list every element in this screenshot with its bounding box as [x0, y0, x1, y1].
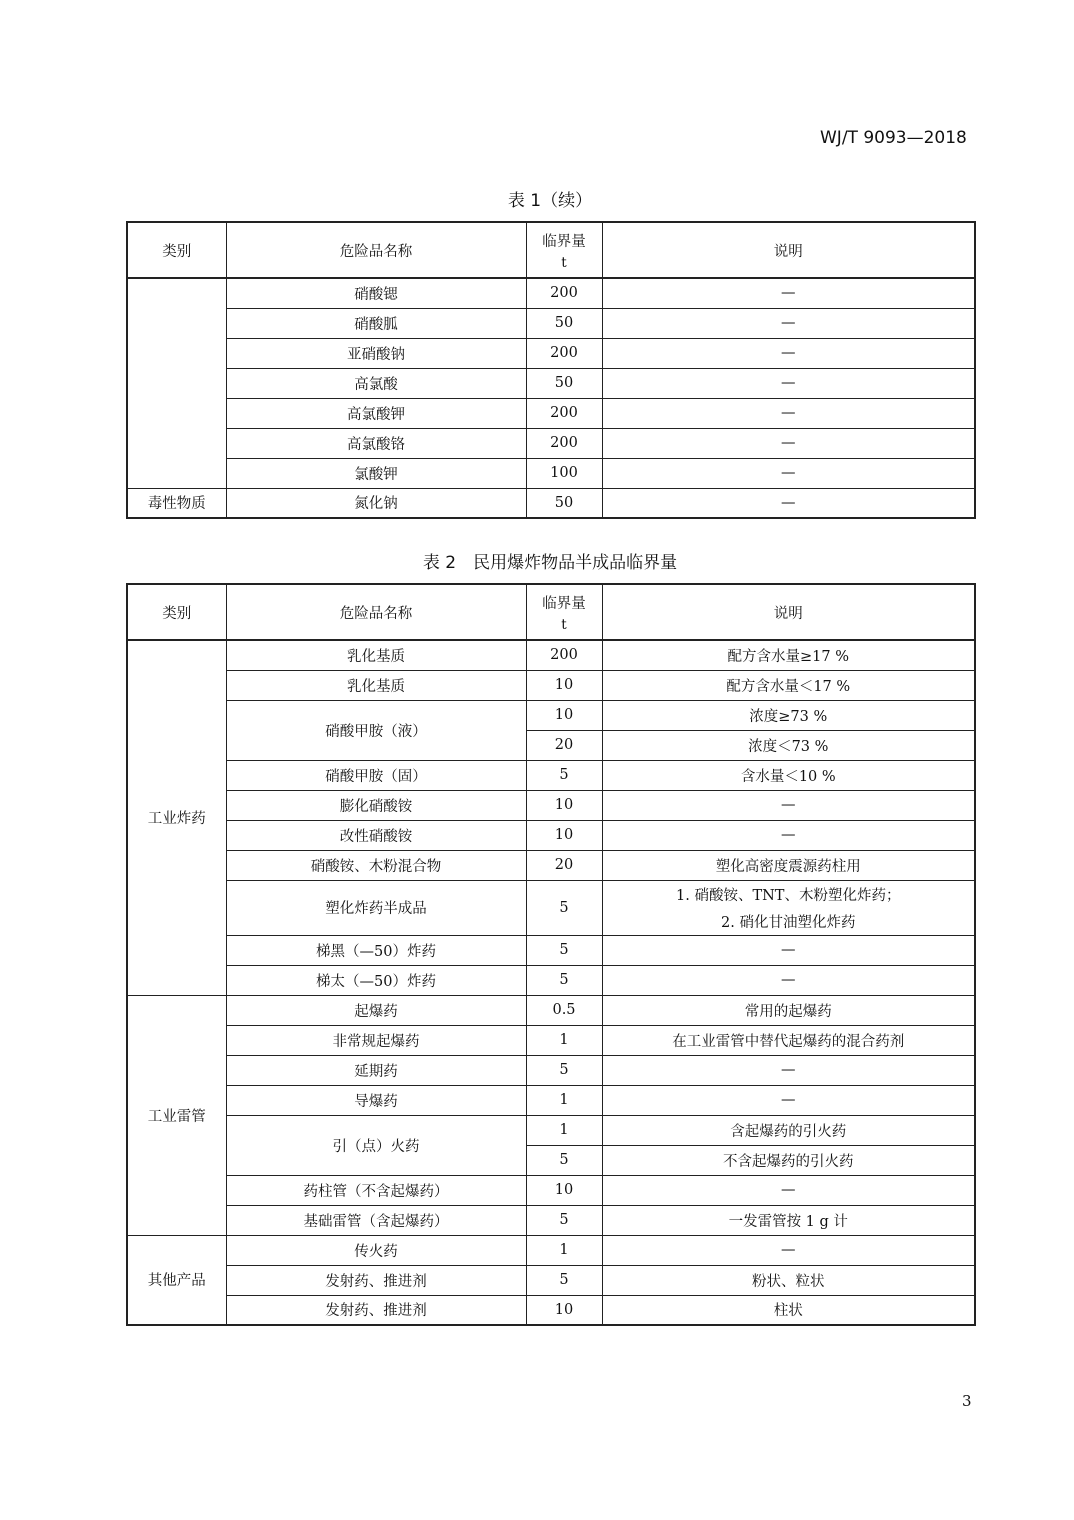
- table-row: [127, 1055, 975, 1085]
- table-row: [127, 790, 975, 820]
- name-cell: 延期药: [226, 1055, 526, 1085]
- note-cell: 浓度＜73 %: [602, 730, 975, 760]
- table-row: [127, 760, 975, 790]
- table-row: [127, 488, 975, 518]
- note-cell: —: [602, 368, 975, 398]
- threshold-cell: 200: [526, 398, 602, 428]
- note-cell: 含水量＜10 %: [602, 760, 975, 790]
- threshold-cell: 5: [526, 880, 602, 935]
- column-header-category: 类别: [127, 584, 226, 640]
- threshold-cell: 10: [526, 700, 602, 730]
- note-line-2: 2. 硝化甘油塑化炸药: [721, 914, 856, 931]
- threshold-cell: 0.5: [526, 995, 602, 1025]
- note-cell: —: [602, 338, 975, 368]
- note-cell: —: [602, 428, 975, 458]
- table-row: [127, 1025, 975, 1055]
- name-cell: 梯黑（—50）炸药: [226, 935, 526, 965]
- threshold-cell: 1: [526, 1085, 602, 1115]
- name-cell: 发射药、推进剂: [226, 1265, 526, 1295]
- column-header-name: 危险品名称: [226, 584, 526, 640]
- threshold-cell: 10: [526, 790, 602, 820]
- column-header-threshold: [526, 584, 602, 640]
- document-code: WJ/T 9093—2018: [820, 128, 967, 148]
- threshold-cell: 1: [526, 1025, 602, 1055]
- name-cell: 导爆药: [226, 1085, 526, 1115]
- threshold-cell: 10: [526, 1295, 602, 1325]
- category-cell-empty: [127, 278, 226, 488]
- threshold-cell: 50: [526, 368, 602, 398]
- page-number: 3: [962, 1392, 972, 1410]
- note-cell: —: [602, 308, 975, 338]
- threshold-cell: 5: [526, 1145, 602, 1175]
- name-cell: 非常规起爆药: [226, 1025, 526, 1055]
- threshold-cell: 5: [526, 1055, 602, 1085]
- name-cell: 乳化基质: [226, 670, 526, 700]
- threshold-cell: 10: [526, 670, 602, 700]
- table-row: [127, 308, 975, 338]
- note-cell: 含起爆药的引火药: [602, 1115, 975, 1145]
- name-cell: 起爆药: [226, 995, 526, 1025]
- name-cell: 高氯酸铬: [226, 428, 526, 458]
- note-cell: 不含起爆药的引火药: [602, 1145, 975, 1175]
- name-cell: 硝酸锶: [226, 278, 526, 308]
- table1: [126, 221, 976, 519]
- category-cell: 毒性物质: [127, 488, 226, 518]
- table1-caption: 表 1（续）: [507, 191, 593, 211]
- name-cell: 基础雷管（含起爆药）: [226, 1205, 526, 1235]
- threshold-cell: 5: [526, 965, 602, 995]
- table1-header-row: [127, 222, 975, 278]
- category-cell-industrial-explosives: 工业炸药: [127, 640, 226, 995]
- table-row: [127, 995, 975, 1025]
- name-cell: 氮化钠: [226, 488, 526, 518]
- name-cell: 乳化基质: [226, 640, 526, 670]
- table2-caption: 表 2 民用爆炸物品半成品临界量: [422, 553, 678, 573]
- threshold-cell: 5: [526, 1205, 602, 1235]
- name-cell: 塑化炸药半成品: [226, 880, 526, 935]
- name-cell: 梯太（—50）炸药: [226, 965, 526, 995]
- threshold-cell: 1: [526, 1115, 602, 1145]
- threshold-cell: 100: [526, 458, 602, 488]
- table-row: [127, 1085, 975, 1115]
- name-cell: 氯酸钾: [226, 458, 526, 488]
- note-cell: 粉状、粒状: [602, 1265, 975, 1295]
- note-cell: 配方含水量≥17 %: [602, 640, 975, 670]
- note-cell: 在工业雷管中替代起爆药的混合药剂: [602, 1025, 975, 1055]
- note-cell: —: [602, 488, 975, 518]
- name-cell: 传火药: [226, 1235, 526, 1265]
- name-cell: 亚硝酸钠: [226, 338, 526, 368]
- table2-header-row: [127, 584, 975, 640]
- table-row: [127, 1175, 975, 1205]
- category-cell-other-products: 其他产品: [127, 1235, 226, 1325]
- table-row: [127, 338, 975, 368]
- table-row: [127, 670, 975, 700]
- note-cell: 浓度≥73 %: [602, 700, 975, 730]
- threshold-cell: 200: [526, 640, 602, 670]
- note-cell: —: [602, 935, 975, 965]
- note-cell: 配方含水量＜17 %: [602, 670, 975, 700]
- threshold-cell: 50: [526, 488, 602, 518]
- note-cell: —: [602, 1055, 975, 1085]
- note-cell: —: [602, 398, 975, 428]
- threshold-cell: 200: [526, 278, 602, 308]
- threshold-cell: 5: [526, 760, 602, 790]
- threshold-cell: 1: [526, 1235, 602, 1265]
- name-cell: 硝酸铵、木粉混合物: [226, 850, 526, 880]
- name-cell: 硝酸胍: [226, 308, 526, 338]
- threshold-cell: 20: [526, 730, 602, 760]
- table-row: [127, 1205, 975, 1235]
- name-cell: 硝酸甲胺（固）: [226, 760, 526, 790]
- table-row: [127, 640, 975, 670]
- table-row: [127, 368, 975, 398]
- name-cell: 硝酸甲胺（液）: [226, 700, 526, 760]
- threshold-cell: 10: [526, 1175, 602, 1205]
- threshold-unit: t: [561, 254, 567, 271]
- note-cell: —: [602, 1175, 975, 1205]
- table-row: [127, 1295, 975, 1325]
- note-cell: —: [602, 820, 975, 850]
- threshold-cell: 200: [526, 338, 602, 368]
- note-cell: 塑化高密度震源药柱用: [602, 850, 975, 880]
- threshold-cell: 50: [526, 308, 602, 338]
- table-row: [127, 1115, 975, 1145]
- column-header-note: 说明: [602, 222, 975, 278]
- table-row: [127, 965, 975, 995]
- threshold-cell: 20: [526, 850, 602, 880]
- name-cell: 高氯酸钾: [226, 398, 526, 428]
- name-cell: 膨化硝酸铵: [226, 790, 526, 820]
- threshold-cell: 5: [526, 1265, 602, 1295]
- note-cell: —: [602, 965, 975, 995]
- table2: [126, 583, 976, 1326]
- note-cell: —: [602, 790, 975, 820]
- threshold-cell: 10: [526, 820, 602, 850]
- column-header-note: 说明: [602, 584, 975, 640]
- note-cell: —: [602, 458, 975, 488]
- table-row: [127, 700, 975, 730]
- table-row: [127, 880, 975, 935]
- category-cell-industrial-detonators: 工业雷管: [127, 995, 226, 1235]
- note-cell: [602, 880, 975, 935]
- name-cell: 高氯酸: [226, 368, 526, 398]
- column-header-threshold: [526, 222, 602, 278]
- note-line-1: 1. 硝酸铵、TNT、木粉塑化炸药；: [676, 887, 901, 904]
- name-cell: 引（点）火药: [226, 1115, 526, 1175]
- table-row: [127, 278, 975, 308]
- threshold-cell: 5: [526, 935, 602, 965]
- column-header-name: 危险品名称: [226, 222, 526, 278]
- table-row: [127, 820, 975, 850]
- threshold-label: 临界量: [542, 233, 586, 250]
- name-cell: 改性硝酸铵: [226, 820, 526, 850]
- name-cell: 发射药、推进剂: [226, 1295, 526, 1325]
- threshold-cell: 200: [526, 428, 602, 458]
- table-row: [127, 458, 975, 488]
- table-row: [127, 850, 975, 880]
- table-row: [127, 398, 975, 428]
- note-cell: 常用的起爆药: [602, 995, 975, 1025]
- column-header-category: 类别: [127, 222, 226, 278]
- name-cell: 药柱管（不含起爆药）: [226, 1175, 526, 1205]
- table-row: [127, 1235, 975, 1265]
- table-row: [127, 935, 975, 965]
- note-cell: —: [602, 1235, 975, 1265]
- table-row: [127, 1265, 975, 1295]
- threshold-label: 临界量: [542, 595, 586, 612]
- threshold-unit: t: [561, 616, 567, 633]
- note-cell: —: [602, 278, 975, 308]
- note-cell: 一发雷管按 1 g 计: [602, 1205, 975, 1235]
- table-row: [127, 428, 975, 458]
- note-cell: 柱状: [602, 1295, 975, 1325]
- note-cell: —: [602, 1085, 975, 1115]
